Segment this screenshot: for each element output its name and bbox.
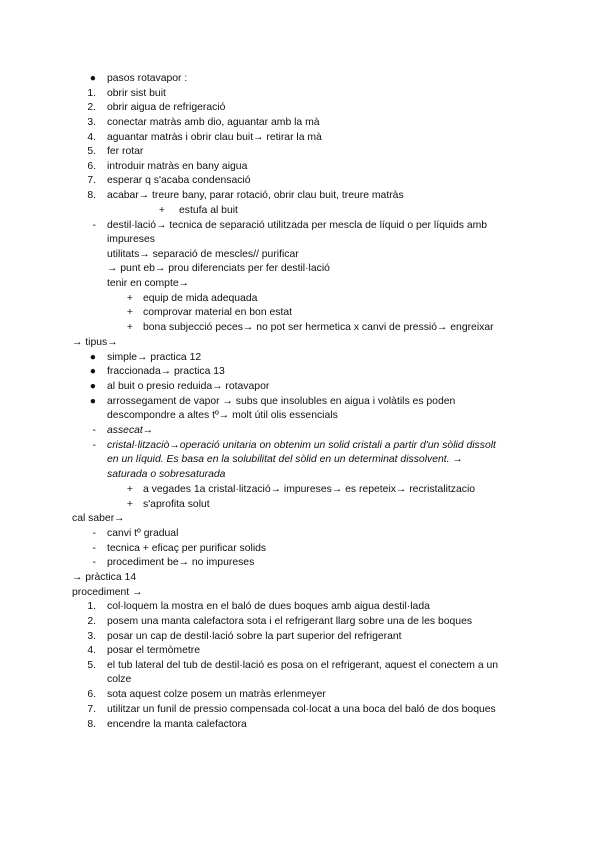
plus-marker: + bbox=[126, 322, 133, 333]
tipus-heading: → tipus→ bbox=[72, 337, 118, 348]
plus-marker: + bbox=[126, 293, 133, 304]
cal-saber-item: tecnica + eficaç per purificar solids bbox=[107, 543, 267, 554]
dash-marker: - bbox=[92, 528, 96, 539]
list-number: 8. bbox=[87, 719, 96, 730]
list-number: 2. bbox=[87, 616, 96, 627]
cristal-subitem: s'aprofita solut bbox=[143, 499, 210, 510]
cal-saber-item: canvi tº gradual bbox=[107, 528, 179, 539]
pasos-item: aguantar matràs i obrir clau buit→ retirar la mà bbox=[107, 132, 322, 143]
pasos-item: acabar→ treure bany, parar rotació, obrir clau buit, treure matràs bbox=[107, 190, 404, 201]
cal-saber-item: procediment be→ no impureses bbox=[107, 557, 255, 568]
list-number: 7. bbox=[87, 175, 96, 186]
destil-definition: destil·lació→ tecnica de separació utilitzada per mescla de líquid o per líquids amb bbox=[107, 220, 488, 231]
list-number: 1. bbox=[87, 88, 96, 99]
cal-saber-heading: cal saber→ bbox=[72, 513, 125, 524]
destil-definition-cont: impureses bbox=[107, 234, 155, 245]
pasos-item: fer rotar bbox=[107, 146, 144, 157]
list-number: 4. bbox=[87, 645, 96, 656]
plus-marker: + bbox=[126, 484, 133, 495]
tipus-item: simple→ practica 12 bbox=[107, 352, 202, 363]
procediment-item: utilitzar un funil de pressio compensada col·locat a una boca del baló de dos boques bbox=[107, 704, 496, 715]
plus-marker: + bbox=[126, 499, 133, 510]
procediment-item: sota aquest colze posem un matràs erlenmeyer bbox=[107, 689, 326, 700]
pasos-item: esperar q s'acaba condensació bbox=[107, 175, 251, 186]
list-number: 2. bbox=[87, 102, 96, 113]
dash-marker: - bbox=[92, 543, 96, 554]
pasos-item: introduir matràs en bany aigua bbox=[107, 161, 248, 172]
procediment-item: posar un cap de destil·lació sobre la part superior del refrigerant bbox=[107, 631, 402, 642]
dash-marker: - bbox=[92, 440, 96, 451]
punt-eb-line: → punt eb→ prou diferenciats per fer destil·lació bbox=[107, 263, 330, 274]
bullet-marker: ● bbox=[89, 73, 96, 84]
procediment-item: el tub lateral del tub de destil·lació es posa on el refrigerant, aquest el conectem a un bbox=[107, 660, 499, 671]
pasos-item: conectar matràs amb dio, aguantar amb la mà bbox=[107, 117, 320, 128]
dash-marker: - bbox=[92, 425, 96, 436]
tenir-item: comprovar material en bon estat bbox=[143, 307, 293, 318]
list-number: 8. bbox=[87, 190, 96, 201]
cristal-definition-cont: en un líquid. Es basa en la solubilitat del sòlid en un determinat dissolvent. → bbox=[107, 454, 463, 465]
tipus-item: fraccionada→ practica 13 bbox=[107, 366, 225, 377]
tenir-item: bona subjecció peces→ no pot ser hermetica x canvi de pressió→ engreixar bbox=[143, 322, 494, 333]
practica-14-heading: → pràctica 14 bbox=[72, 572, 137, 583]
plus-marker: + bbox=[126, 307, 133, 318]
list-number: 5. bbox=[87, 660, 96, 671]
dash-marker: - bbox=[92, 557, 96, 568]
tipus-item: al buit o presio reduida→ rotavapor bbox=[107, 381, 270, 392]
list-number: 6. bbox=[87, 689, 96, 700]
procediment-item: encendre la manta calefactora bbox=[107, 719, 247, 730]
list-number: 5. bbox=[87, 146, 96, 157]
list-number: 4. bbox=[87, 132, 96, 143]
list-number: 1. bbox=[87, 601, 96, 612]
bullet-marker: ● bbox=[89, 381, 96, 392]
procediment-item: posem una manta calefactora sota i el refrigerant llarg sobre una de les boques bbox=[107, 616, 473, 627]
procediment-item: posar el termòmetre bbox=[107, 645, 200, 656]
tenir-item: equip de mida adequada bbox=[143, 293, 258, 304]
list-number: 3. bbox=[87, 117, 96, 128]
procediment-heading: procediment → bbox=[72, 587, 143, 598]
pasos-title: pasos rotavapor : bbox=[107, 73, 188, 84]
procediment-item-cont: colze bbox=[107, 674, 132, 685]
procediment-item: col·loquem la mostra en el baló de dues boques amb aigua destil·lada bbox=[107, 601, 430, 612]
pasos-subitem: estufa al buit bbox=[179, 205, 238, 216]
pasos-item: obrir sist buit bbox=[107, 88, 166, 99]
arrossegament-cont: descompondre a altes tº→ molt útil olis essencials bbox=[107, 410, 338, 421]
assecat-line: assecat→ bbox=[107, 425, 154, 436]
dash-marker: - bbox=[92, 220, 96, 231]
list-number: 7. bbox=[87, 704, 96, 715]
bullet-marker: ● bbox=[89, 366, 96, 377]
cristal-definition-end: saturada o sobresaturada bbox=[107, 469, 226, 480]
cristal-definition: cristal·litzaciò→operació unitaria on obtenim un solid cristali a partir d'un sòlid dissolt bbox=[107, 440, 496, 451]
list-number: 3. bbox=[87, 631, 96, 642]
cristal-subitem: a vegades 1a cristal·lització→ impureses→ es repeteix→ recristalitzacio bbox=[143, 484, 476, 495]
list-number: 6. bbox=[87, 161, 96, 172]
utilitats-line: utilitats→ separació de mescles// purificar bbox=[107, 249, 299, 260]
bullet-marker: ● bbox=[89, 352, 96, 363]
arrossegament-line: arrossegament de vapor → subs que insolubles en aigua i volàtils es poden bbox=[107, 396, 456, 407]
tenir-heading: tenir en compte→ bbox=[107, 278, 190, 289]
plus-marker: + bbox=[158, 205, 165, 216]
bullet-marker: ● bbox=[89, 396, 96, 407]
pasos-item: obrir aigua de refrigeració bbox=[107, 102, 226, 113]
